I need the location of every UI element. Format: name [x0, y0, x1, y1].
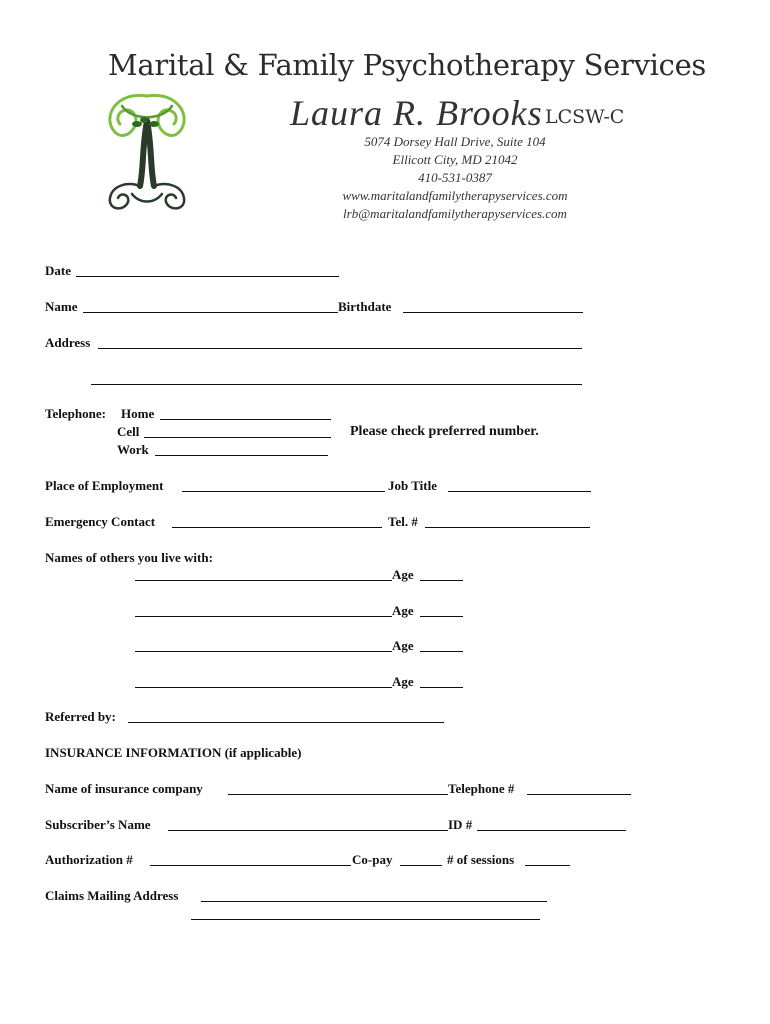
claims-address-label: Claims Mailing Address: [45, 888, 179, 903]
age-label: Age: [392, 567, 414, 582]
age-field-3[interactable]: [420, 638, 463, 652]
date-field[interactable]: [76, 263, 339, 277]
subscriber-name-label: Subscriber’s Name: [45, 817, 151, 832]
address-field[interactable]: [98, 335, 582, 349]
referred-field[interactable]: [128, 709, 444, 723]
practice-title: Marital & Family Psychotherapy Services: [108, 48, 707, 82]
name-field[interactable]: [83, 299, 338, 313]
cell-label: Cell: [117, 424, 140, 439]
tel-label: Tel. #: [388, 514, 418, 529]
employment-label: Place of Employment: [45, 478, 164, 493]
age-label: Age: [392, 638, 414, 653]
other-name-field-2[interactable]: [135, 603, 392, 617]
telephone-label: Telephone:: [45, 406, 106, 421]
age-field-2[interactable]: [420, 603, 463, 617]
practitioner-name: Laura R. Brooks: [290, 93, 543, 133]
employment-field[interactable]: [182, 478, 385, 492]
claims-address-field[interactable]: [201, 888, 547, 902]
contact-block: [330, 133, 580, 223]
emergency-contact-field[interactable]: [172, 514, 382, 528]
celtic-tree-logo-icon: [92, 86, 202, 216]
home-label: Home: [121, 406, 155, 421]
age-label: Age: [392, 603, 414, 618]
home-phone-field[interactable]: [160, 406, 331, 420]
insurance-heading: INSURANCE INFORMATION (if applicable): [45, 745, 302, 760]
cell-phone-field[interactable]: [144, 424, 331, 438]
emergency-tel-field[interactable]: [425, 514, 590, 528]
work-label: Work: [117, 442, 149, 457]
authorization-label: Authorization #: [45, 852, 133, 867]
preferred-number-note: Please check preferred number.: [350, 424, 539, 439]
insurance-telephone-label: Telephone #: [448, 781, 515, 796]
website-link[interactable]: www.maritalandfamilytherapyservices.com: [342, 188, 568, 203]
subscriber-name-field[interactable]: [168, 817, 448, 831]
birthdate-label: Birthdate: [338, 299, 392, 314]
name-label: Name: [45, 299, 78, 314]
work-phone-field[interactable]: [155, 442, 328, 456]
sessions-field[interactable]: [525, 852, 570, 866]
other-name-field-4[interactable]: [135, 674, 392, 688]
emergency-contact-label: Emergency Contact: [45, 514, 156, 529]
age-label: Age: [392, 674, 414, 689]
address-field-line-2[interactable]: [91, 371, 582, 385]
copay-label: Co-pay: [352, 852, 393, 867]
job-title-label: Job Title: [388, 478, 438, 493]
age-field-4[interactable]: [420, 674, 463, 688]
other-name-field-1[interactable]: [135, 567, 392, 581]
address-label: Address: [45, 335, 91, 350]
age-field-1[interactable]: [420, 567, 463, 581]
id-field[interactable]: [477, 817, 626, 831]
address-line-2: Ellicott City, MD 21042: [392, 152, 518, 167]
insurance-telephone-field[interactable]: [527, 781, 631, 795]
claims-address-field-line-2[interactable]: [191, 906, 540, 920]
address-line-1: 5074 Dorsey Hall Drive, Suite 104: [364, 134, 546, 149]
id-label: ID #: [448, 817, 473, 832]
credential: LCSW-C: [545, 106, 625, 128]
copay-field[interactable]: [400, 852, 442, 866]
referred-label: Referred by:: [45, 709, 116, 724]
birthdate-field[interactable]: [403, 299, 583, 313]
sessions-label: # of sessions: [447, 852, 515, 867]
other-name-field-3[interactable]: [135, 638, 392, 652]
others-label: Names of others you live with:: [45, 550, 213, 565]
insurance-company-field[interactable]: [228, 781, 448, 795]
date-label: Date: [45, 263, 71, 278]
email-link[interactable]: lrb@maritalandfamilytherapyservices.com: [343, 206, 567, 221]
phone-number: 410-531-0387: [418, 170, 492, 185]
job-title-field[interactable]: [448, 478, 591, 492]
insurance-company-label: Name of insurance company: [45, 781, 203, 796]
authorization-field[interactable]: [150, 852, 351, 866]
